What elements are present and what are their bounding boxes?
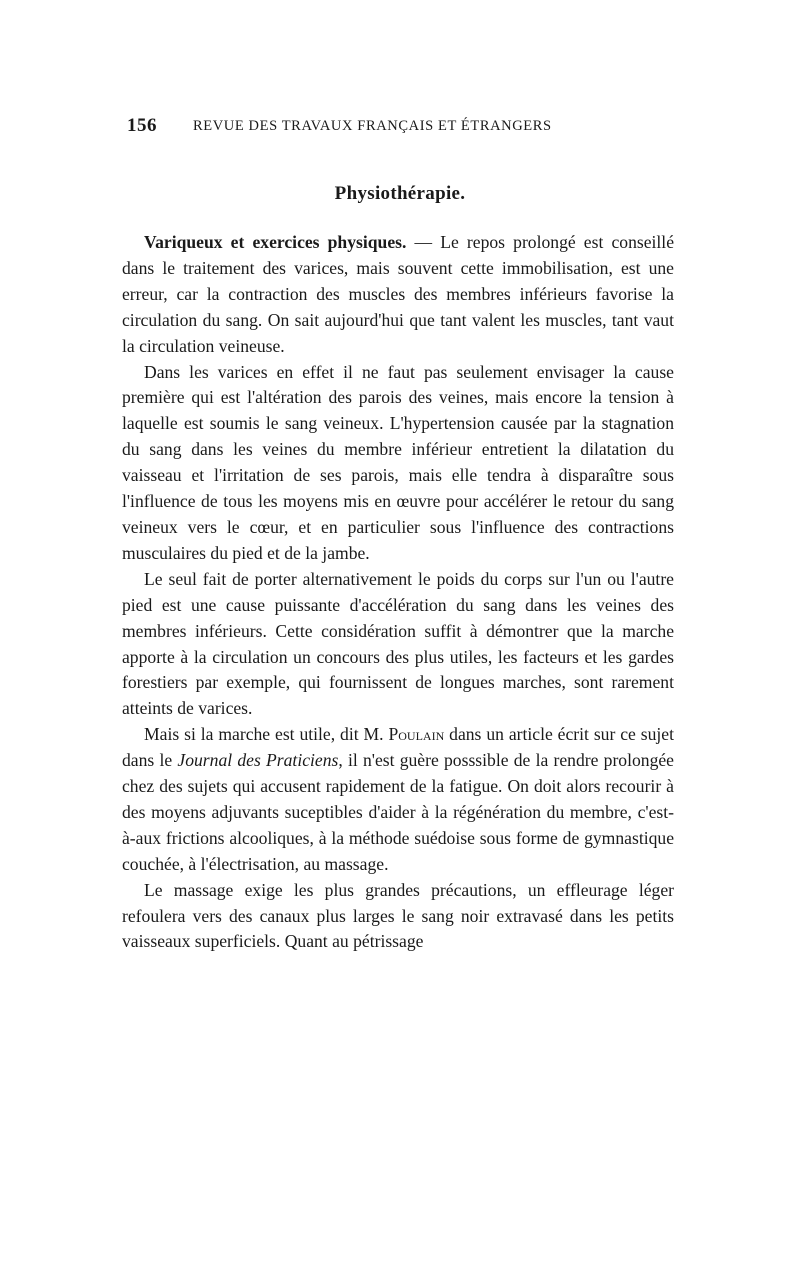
article-body	[122, 230, 674, 955]
article-title: Variqueux et exercices physiques.	[144, 232, 407, 252]
paragraph-4-text-b: dans un article écrit sur ce sujet dans le	[122, 724, 674, 771]
paragraph-5: Le massage exige les plus grandes précautions, un effleurage léger refoulera vers des canaux plus larges le sang noir extravasé dans les petits vaisseaux superficiels. Quant au pétrissage	[122, 879, 674, 952]
section-title: Physiothérapie.	[334, 183, 466, 204]
author-name: Poulain	[388, 724, 445, 745]
paragraph-4-text-c: , il n'est guère posssible de la rendre prolongée chez des sujets qui accusent rapidement de la fatigue. On doit alors recourir à des moyens adjuvants suceptibles d'aider à la régénération du membre, c'est-à-aux frictions alcooliques, à la méthode suédoise sous forme de gymnastique couchée, à l'électrisation, au massage.	[122, 750, 674, 874]
journal-title: Journal des Praticiens	[177, 750, 339, 771]
paragraph-2: Dans les varices en effet il ne faut pas seulement envisager la cause première qui est l'altération des parois des veines, mais encore la tension à laquelle est soumis le sang veineux. L'hypertension causée par la stagnation du sang dans les veines du membre inférieur entretient la dilatation du vaisseau et l'irritation de ses parois, mais elle tendra à disparaître sous l'influence de tous les moyens mis en œuvre pour accélérer le retour du sang veineux vers le cœur, et en particulier sous l'influence des contractions musculaires du pied et de la jambe.	[122, 361, 674, 563]
paragraph-4-text-a: Mais si la marche est utile, dit M.	[144, 724, 389, 745]
paragraph-3: Le seul fait de porter alternativement le poids du corps sur l'un ou l'autre pied est une cause puissante d'accélération du sang dans les veines des membres inférieurs. Cette considération suffit à démontrer que la marche apporte à la circulation un concours des plus utiles, les facteurs et les gardes forestiers par exemple, qui fournissent de longues marches, sont rarement atteints de varices.	[122, 568, 674, 719]
paragraph-1-text: — Le repos prolongé est conseillé dans le traitement des varices, mais souvent cette immobilisation, est une erreur, car la contraction des muscles des membres inférieurs favorise la circulation du sang. On sait aujourd'hui que tant valent les muscles, tant vaut la circulation veineuse.	[122, 232, 675, 356]
page-number: 156	[127, 115, 157, 136]
paragraph-4	[122, 722, 674, 877]
paragraph-1	[122, 230, 674, 360]
running-title: REVUE DES TRAVAUX FRANÇAIS ET ÉTRANGERS	[193, 118, 552, 134]
